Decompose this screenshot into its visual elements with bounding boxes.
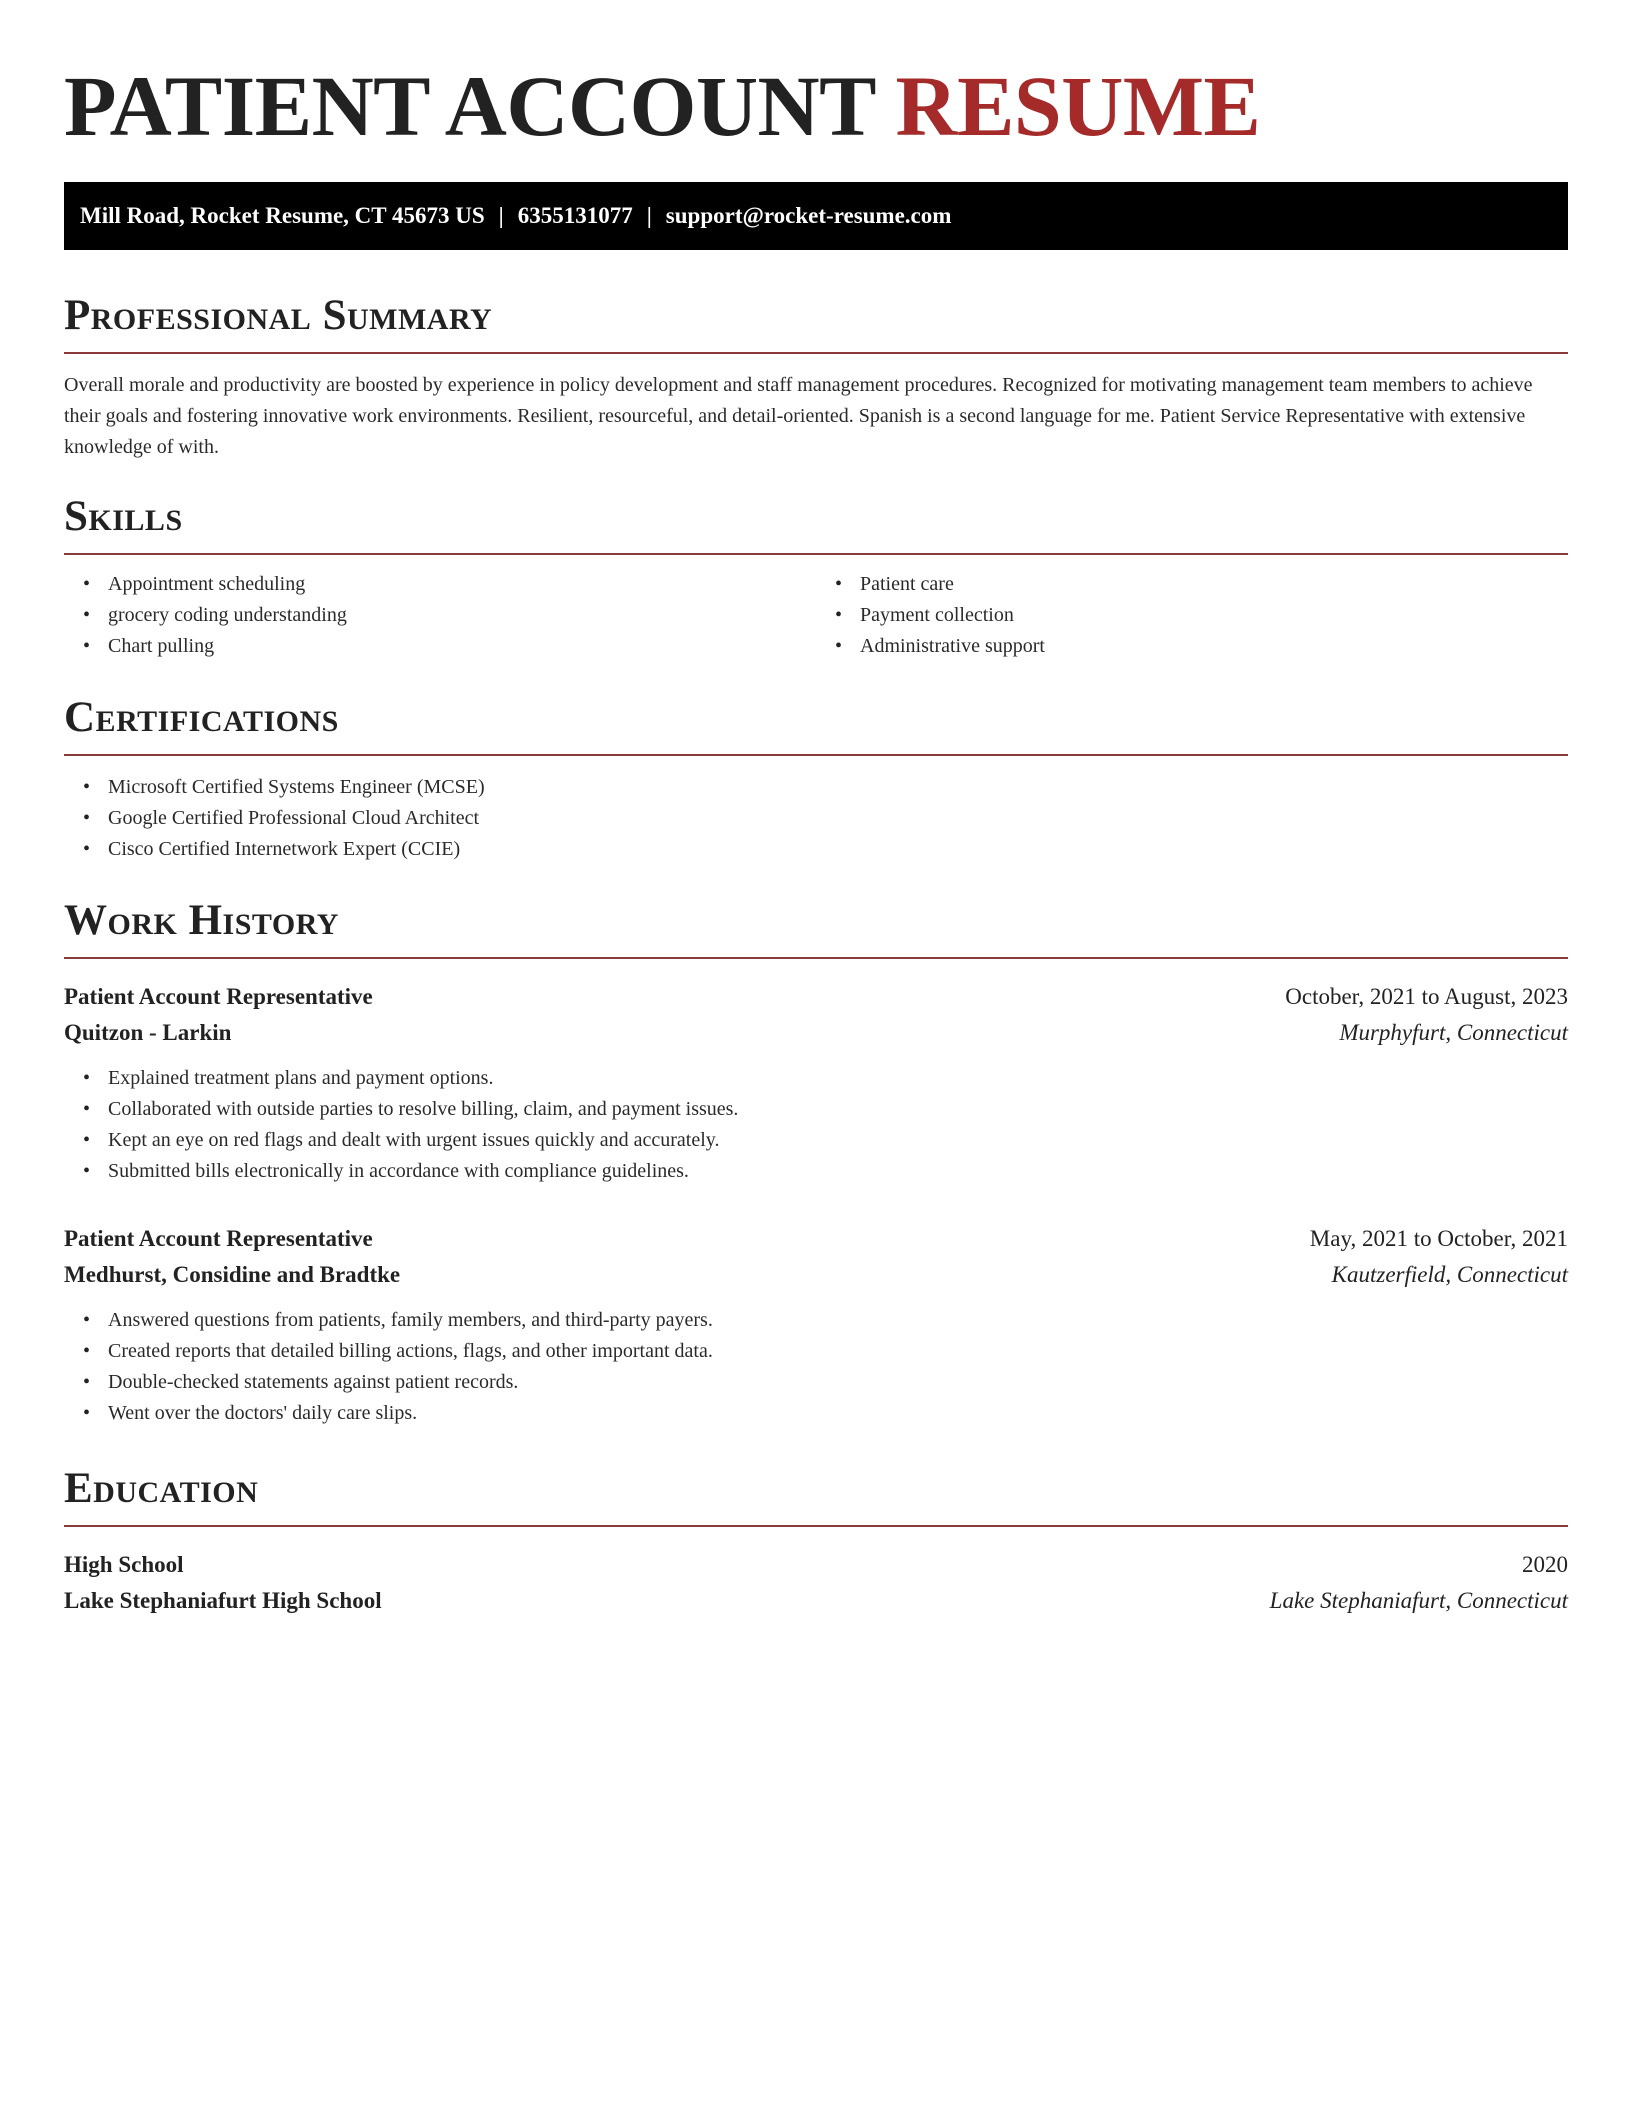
skills-columns xyxy=(64,569,1568,662)
job-dates: May, 2021 to October, 2021 xyxy=(1309,1226,1568,1251)
job-title: Patient Account Representative xyxy=(64,1226,373,1251)
skills-section xyxy=(64,491,1568,662)
skills-heading: Skills xyxy=(64,491,1568,555)
skill-item: • Chart pulling xyxy=(108,631,816,662)
education-school-row xyxy=(64,1583,1568,1619)
job-dates: October, 2021 to August, 2023 xyxy=(1285,984,1568,1009)
job-location: Kautzerfield, Connecticut xyxy=(1331,1262,1568,1287)
contact-address: Mill Road, Rocket Resume, CT 45673 US xyxy=(80,203,485,228)
job-duty-item: • Answered questions from patients, family members, and third-party payers. xyxy=(108,1305,1568,1336)
contact-bar xyxy=(64,182,1568,250)
certification-item: • Google Certified Professional Cloud Architect xyxy=(108,803,1568,834)
job-duty-item: • Submitted bills electronically in accordance with compliance guidelines. xyxy=(108,1156,1568,1187)
certification-item: • Cisco Certified Internetwork Expert (CCIE) xyxy=(108,834,1568,865)
certifications-list xyxy=(64,772,1568,865)
education-location: Lake Stephaniafurt, Connecticut xyxy=(1269,1588,1568,1613)
skill-item: • Patient care xyxy=(860,569,1568,600)
contact-separator: | xyxy=(498,203,504,228)
certifications-heading: Certifications xyxy=(64,692,1568,756)
job-header-row xyxy=(64,979,1568,1015)
summary-heading: Professional Summary xyxy=(64,290,1568,354)
job-company-row xyxy=(64,1015,1568,1051)
skill-item: • grocery coding understanding xyxy=(108,600,816,631)
job-company: Quitzon - Larkin xyxy=(64,1020,232,1045)
summary-text: Overall morale and productivity are boosted by experience in policy development and staff management procedures. Recognized for motivating management team members to achieve their goals and fostering innovative work environments. Resilient, resourceful, and detail-oriented. Spanish is a second language for me. Patient Service Representative with extensive knowledge of with. xyxy=(64,374,1533,458)
certifications-section xyxy=(64,692,1568,865)
job-duty-item: • Explained treatment plans and payment options. xyxy=(108,1063,1568,1094)
job-duty-item: • Collaborated with outside parties to resolve billing, claim, and payment issues. xyxy=(108,1094,1568,1125)
skills-list-right xyxy=(816,569,1568,662)
contact-separator: | xyxy=(646,203,652,228)
job-entry xyxy=(64,979,1568,1187)
contact-phone[interactable]: 6355131077 xyxy=(517,203,633,228)
title-accent: RESUME xyxy=(895,58,1261,154)
summary-section xyxy=(64,290,1568,463)
job-location: Murphyfurt, Connecticut xyxy=(1339,1020,1568,1045)
education-school: Lake Stephaniafurt High School xyxy=(64,1588,382,1613)
education-degree-row xyxy=(64,1547,1568,1583)
job-duty-item: • Kept an eye on red flags and dealt with urgent issues quickly and accurately. xyxy=(108,1125,1568,1156)
education-section xyxy=(64,1463,1568,1619)
job-entry xyxy=(64,1221,1568,1429)
education-year: 2020 xyxy=(1522,1552,1568,1577)
job-duty-item: • Created reports that detailed billing actions, flags, and other important data. xyxy=(108,1336,1568,1367)
skill-item: • Administrative support xyxy=(860,631,1568,662)
skill-item: • Appointment scheduling xyxy=(108,569,816,600)
resume-title xyxy=(64,0,1568,156)
education-heading: Education xyxy=(64,1463,1568,1527)
job-duties-list xyxy=(64,1305,1568,1429)
title-main: PATIENT ACCOUNT xyxy=(64,58,875,154)
skill-item: • Payment collection xyxy=(860,600,1568,631)
skills-list-left xyxy=(64,569,816,662)
job-header-row xyxy=(64,1221,1568,1257)
education-entry xyxy=(64,1547,1568,1619)
job-duty-item: • Double-checked statements against patient records. xyxy=(108,1367,1568,1398)
job-duties-list xyxy=(64,1063,1568,1187)
job-duty-item: • Went over the doctors' daily care slips. xyxy=(108,1398,1568,1429)
work-history-section xyxy=(64,895,1568,1429)
education-degree: High School xyxy=(64,1552,184,1577)
job-company-row xyxy=(64,1257,1568,1293)
certification-item: • Microsoft Certified Systems Engineer (MCSE) xyxy=(108,772,1568,803)
job-company: Medhurst, Considine and Bradtke xyxy=(64,1262,401,1287)
job-title: Patient Account Representative xyxy=(64,984,373,1009)
work-history-heading: Work History xyxy=(64,895,1568,959)
contact-email[interactable]: support@rocket-resume.com xyxy=(665,203,952,228)
